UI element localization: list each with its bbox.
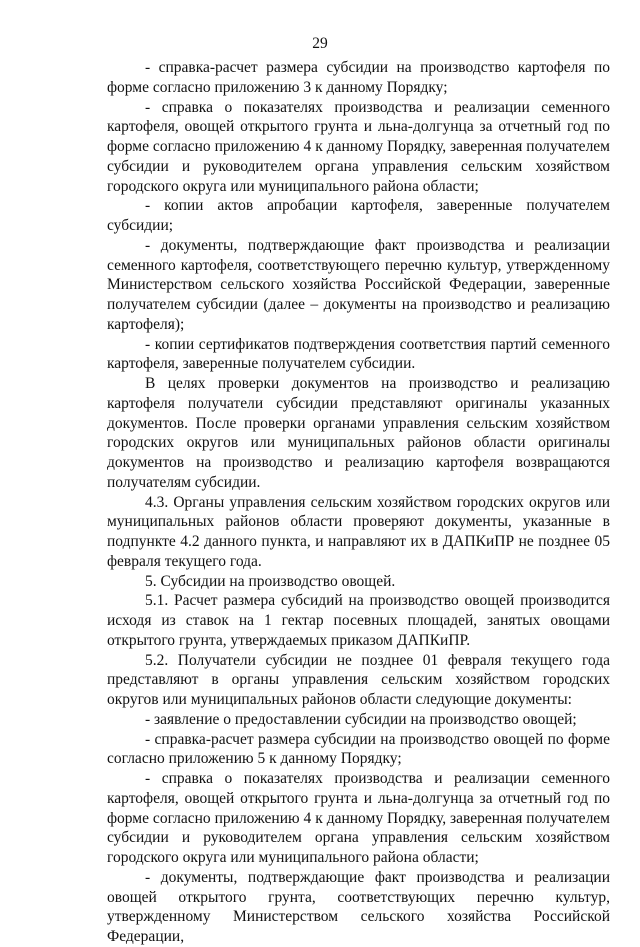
paragraph-2: - справка о показателях производства и реализации семенного картофеля, овощей открытого грунта и льна-долгунца за отчетный год по форме согласно приложению 4 к данному Порядку, заверенная получателем субсидии и руководителем органа управления сельским хозяйством городского округа или муниципального района области; bbox=[107, 98, 610, 195]
paragraph-14: - документы, подтверждающие факт производства и реализации овощей открытого грунта, соответствующих перечню культур, утвержденному Министерством сельского хозяйства Российской Федерации, bbox=[107, 868, 610, 945]
paragraph-9: 5.1. Расчет размера субсидий на производство овощей производится исходя из ставок на 1 гектар посевных площадей, занятых овощами открытого грунта, утверждаемых приказом ДАПКиПР. bbox=[107, 592, 610, 649]
page-number: 29 bbox=[312, 35, 328, 52]
paragraph-12: - справка-расчет размера субсидии на производство овощей по форме согласно приложению 5 к данному Порядку; bbox=[107, 730, 610, 768]
document-body bbox=[107, 58, 610, 947]
paragraph-11: - заявление о предоставлении субсидии на производство овощей; bbox=[145, 710, 577, 728]
paragraph-4: - документы, подтверждающие факт производства и реализации семенного картофеля, соответствующего перечню культур, утвержденному Министерством сельского хозяйства Российской Федерации, заверенные получателем субсидии (далее – документы на производство и реализацию картофеля); bbox=[107, 236, 610, 333]
paragraph-5: - копии сертификатов подтверждения соответствия партий семенного картофеля, заверенные получателем субсидии. bbox=[107, 335, 610, 373]
paragraph-13: - справка о показателях производства и реализации семенного картофеля, овощей открытого грунта и льна-долгунца за отчетный год по форме согласно приложению 4 к данному Порядку, заверенная получателем субсидии и руководителем органа управления сельским хозяйством городского округа или муниципального района области; bbox=[107, 770, 610, 866]
paragraph-3: - копии актов апробации картофеля, заверенные получателем субсидии; bbox=[107, 197, 610, 234]
paragraph-10: 5.2. Получатели субсидии не позднее 01 февраля текущего года представляют в органы управления сельским хозяйством городских округов или муниципальных районов области следующие документы: bbox=[107, 651, 610, 708]
section-heading: 5. Субсидии на производство овощей. bbox=[145, 572, 396, 590]
paragraph-7: 4.3. Органы управления сельским хозяйством городских округов или муниципальных районов области проверяют документы, указанные в подпункте 4.2 данного пункта, и направляют их в ДАПКиПР не позднее 05 февраля текущего года. bbox=[107, 493, 610, 570]
paragraph-1: - справка-расчет размера субсидии на производство картофеля по форме согласно приложению 3 к данному Порядку; bbox=[107, 59, 610, 96]
paragraph-6: В целях проверки документов на производство и реализацию картофеля получатели субсидии представляют оригиналы указанных документов. После проверки органами управления сельским хозяйством городских округов или муниципальных районов области оригиналы документов на производство и реализацию картофеля возвращаются получателям субсидии. bbox=[107, 375, 610, 491]
